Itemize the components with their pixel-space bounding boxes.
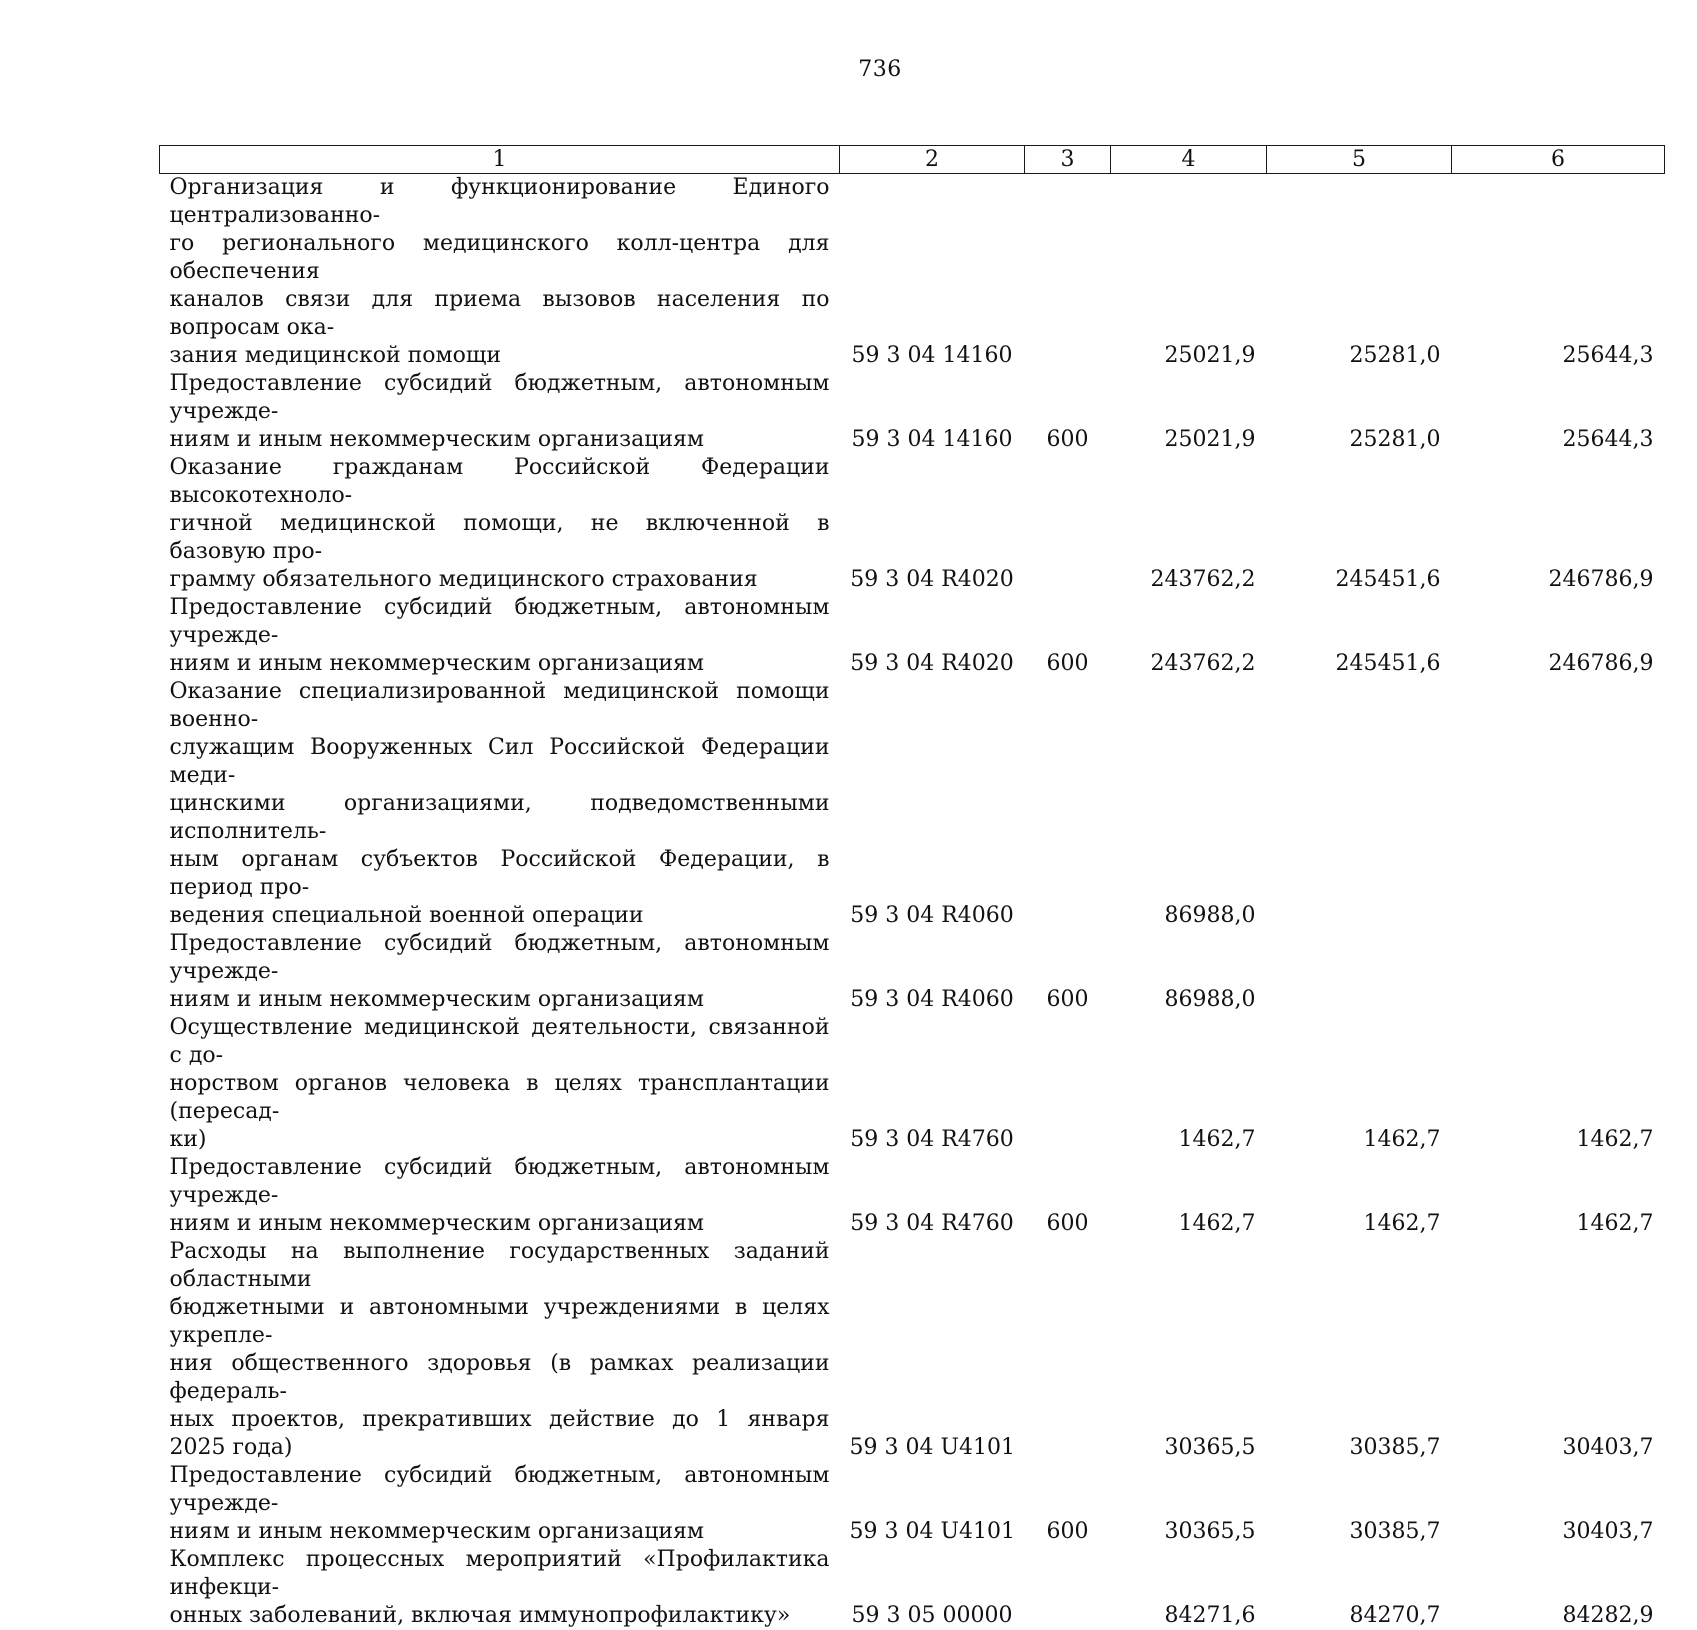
- amount-year-3: 25644,3: [1452, 174, 1665, 371]
- amount-year-1: 243762,2: [1111, 594, 1267, 678]
- table-row: [160, 174, 1665, 371]
- amount-year-2: 245451,6: [1267, 594, 1452, 678]
- description-line: Предоставление субсидий бюджетным, автономным учрежде-: [170, 594, 830, 650]
- description-line: грамму обязательного медицинского страхования: [170, 566, 830, 594]
- description-line: зания медицинской помощи: [170, 342, 830, 370]
- amount-year-3: 1462,7: [1452, 1014, 1665, 1154]
- amount-year-2: [1267, 930, 1452, 1014]
- row-description: [160, 174, 840, 371]
- description-line: Предоставление субсидий бюджетным, автономным учрежде-: [170, 1154, 830, 1210]
- amount-year-2: 1462,7: [1267, 1014, 1452, 1154]
- target-article-code: 59 3 04 R4020: [840, 594, 1025, 678]
- amount-year-2: 30385,7: [1267, 1462, 1452, 1546]
- expense-type-code: [1025, 174, 1111, 371]
- amount-year-3: 246786,9: [1452, 594, 1665, 678]
- table-header: [160, 146, 1665, 174]
- column-header-5: 5: [1267, 146, 1452, 174]
- description-line: Осуществление медицинской деятельности, связанной с до-: [170, 1014, 830, 1070]
- amount-year-2: 25281,0: [1267, 174, 1452, 371]
- target-article-code: 59 3 04 R4760: [840, 1014, 1025, 1154]
- description-line: го регионального медицинского колл-центра для обеспечения: [170, 230, 830, 286]
- amount-year-2: 245451,6: [1267, 454, 1452, 594]
- column-header-3: 3: [1025, 146, 1111, 174]
- description-line: ниям и иным некоммерческим организациям: [170, 986, 830, 1014]
- table-row: [160, 1238, 1665, 1462]
- table-row: [160, 594, 1665, 678]
- expense-type-code: 600: [1025, 370, 1111, 454]
- expense-type-code: 600: [1025, 1462, 1111, 1546]
- expense-type-code: [1025, 1238, 1111, 1462]
- row-description: [160, 1546, 840, 1630]
- amount-year-1: 1462,7: [1111, 1154, 1267, 1238]
- row-description: [160, 454, 840, 594]
- description-line: Предоставление субсидий бюджетным, автономным учрежде-: [170, 370, 830, 426]
- expense-type-code: [1025, 454, 1111, 594]
- description-line: Оказание гражданам Российской Федерации высокотехноло-: [170, 454, 830, 510]
- amount-year-2: 25281,0: [1267, 370, 1452, 454]
- amount-year-3: [1452, 930, 1665, 1014]
- row-description: [160, 594, 840, 678]
- expense-type-code: 600: [1025, 1154, 1111, 1238]
- target-article-code: 59 3 05 00000: [840, 1546, 1025, 1630]
- amount-year-1: 243762,2: [1111, 454, 1267, 594]
- column-header-6: 6: [1452, 146, 1665, 174]
- amount-year-3: 1462,7: [1452, 1154, 1665, 1238]
- amount-year-1: 1462,7: [1111, 1014, 1267, 1154]
- amount-year-1: 30365,5: [1111, 1238, 1267, 1462]
- row-description: [160, 678, 840, 930]
- amount-year-2: 1462,7: [1267, 1154, 1452, 1238]
- description-line: онных заболеваний, включая иммунопрофилактику»: [170, 1602, 830, 1630]
- table-row: [160, 370, 1665, 454]
- description-line: ным органам субъектов Российской Федерации, в период про-: [170, 846, 830, 902]
- description-line: ки): [170, 1126, 830, 1154]
- amount-year-2: [1267, 678, 1452, 930]
- row-description: [160, 1462, 840, 1546]
- description-line: ниям и иным некоммерческим организациям: [170, 426, 830, 454]
- table-row: [160, 454, 1665, 594]
- expense-type-code: [1025, 1014, 1111, 1154]
- table-row: [160, 1462, 1665, 1546]
- amount-year-1: 25021,9: [1111, 174, 1267, 371]
- description-line: ния общественного здоровья (в рамках реализации федераль-: [170, 1350, 830, 1406]
- table-body: [160, 174, 1665, 1630]
- description-line: Предоставление субсидий бюджетным, автономным учрежде-: [170, 930, 830, 986]
- row-description: [160, 930, 840, 1014]
- expense-type-code: [1025, 678, 1111, 930]
- row-description: [160, 1014, 840, 1154]
- description-line: каналов связи для приема вызовов населения по вопросам ока-: [170, 286, 830, 342]
- amount-year-1: 25021,9: [1111, 370, 1267, 454]
- column-header-1: 1: [160, 146, 840, 174]
- description-line: ниям и иным некоммерческим организациям: [170, 1210, 830, 1238]
- description-line: Оказание специализированной медицинской помощи военно-: [170, 678, 830, 734]
- header-row: [160, 146, 1665, 174]
- amount-year-1: 84271,6: [1111, 1546, 1267, 1630]
- target-article-code: 59 3 04 R4060: [840, 930, 1025, 1014]
- description-line: бюджетными и автономными учреждениями в целях укрепле-: [170, 1294, 830, 1350]
- description-line: цинскими организациями, подведомственными исполнитель-: [170, 790, 830, 846]
- description-line: Предоставление субсидий бюджетным, автономным учрежде-: [170, 1462, 830, 1518]
- budget-table: [159, 145, 1665, 1630]
- amount-year-3: 246786,9: [1452, 454, 1665, 594]
- target-article-code: 59 3 04 14160: [840, 370, 1025, 454]
- column-header-2: 2: [840, 146, 1025, 174]
- description-line: Организация и функционирование Единого централизованно-: [170, 174, 830, 230]
- target-article-code: 59 3 04 14160: [840, 174, 1025, 371]
- table-row: [160, 678, 1665, 930]
- expense-type-code: 600: [1025, 594, 1111, 678]
- amount-year-1: 86988,0: [1111, 930, 1267, 1014]
- amount-year-3: 25644,3: [1452, 370, 1665, 454]
- target-article-code: 59 3 04 U4101: [840, 1238, 1025, 1462]
- amount-year-2: 30385,7: [1267, 1238, 1452, 1462]
- page-number: 736: [0, 57, 1697, 82]
- target-article-code: 59 3 04 U4101: [840, 1462, 1025, 1546]
- description-line: Расходы на выполнение государственных заданий областными: [170, 1238, 830, 1294]
- table-row: [160, 930, 1665, 1014]
- row-description: [160, 370, 840, 454]
- amount-year-3: 30403,7: [1452, 1238, 1665, 1462]
- amount-year-3: 84282,9: [1452, 1546, 1665, 1630]
- amount-year-2: 84270,7: [1267, 1546, 1452, 1630]
- description-line: гичной медицинской помощи, не включенной в базовую про-: [170, 510, 830, 566]
- description-line: служащим Вооруженных Сил Российской Федерации меди-: [170, 734, 830, 790]
- amount-year-3: 30403,7: [1452, 1462, 1665, 1546]
- expense-type-code: 600: [1025, 930, 1111, 1014]
- description-line: норством органов человека в целях трансплантации (пересад-: [170, 1070, 830, 1126]
- description-line: ниям и иным некоммерческим организациям: [170, 1518, 830, 1546]
- expense-type-code: [1025, 1546, 1111, 1630]
- table-row: [160, 1014, 1665, 1154]
- row-description: [160, 1154, 840, 1238]
- amount-year-3: [1452, 678, 1665, 930]
- table-row: [160, 1154, 1665, 1238]
- target-article-code: 59 3 04 R4760: [840, 1154, 1025, 1238]
- row-description: [160, 1238, 840, 1462]
- table-row: [160, 1546, 1665, 1630]
- target-article-code: 59 3 04 R4060: [840, 678, 1025, 930]
- description-line: ведения специальной военной операции: [170, 902, 830, 930]
- column-header-4: 4: [1111, 146, 1267, 174]
- target-article-code: 59 3 04 R4020: [840, 454, 1025, 594]
- description-line: ных проектов, прекративших действие до 1 января 2025 года): [170, 1406, 830, 1462]
- amount-year-1: 86988,0: [1111, 678, 1267, 930]
- description-line: Комплекс процессных мероприятий «Профилактика инфекци-: [170, 1546, 830, 1602]
- description-line: ниям и иным некоммерческим организациям: [170, 650, 830, 678]
- amount-year-1: 30365,5: [1111, 1462, 1267, 1546]
